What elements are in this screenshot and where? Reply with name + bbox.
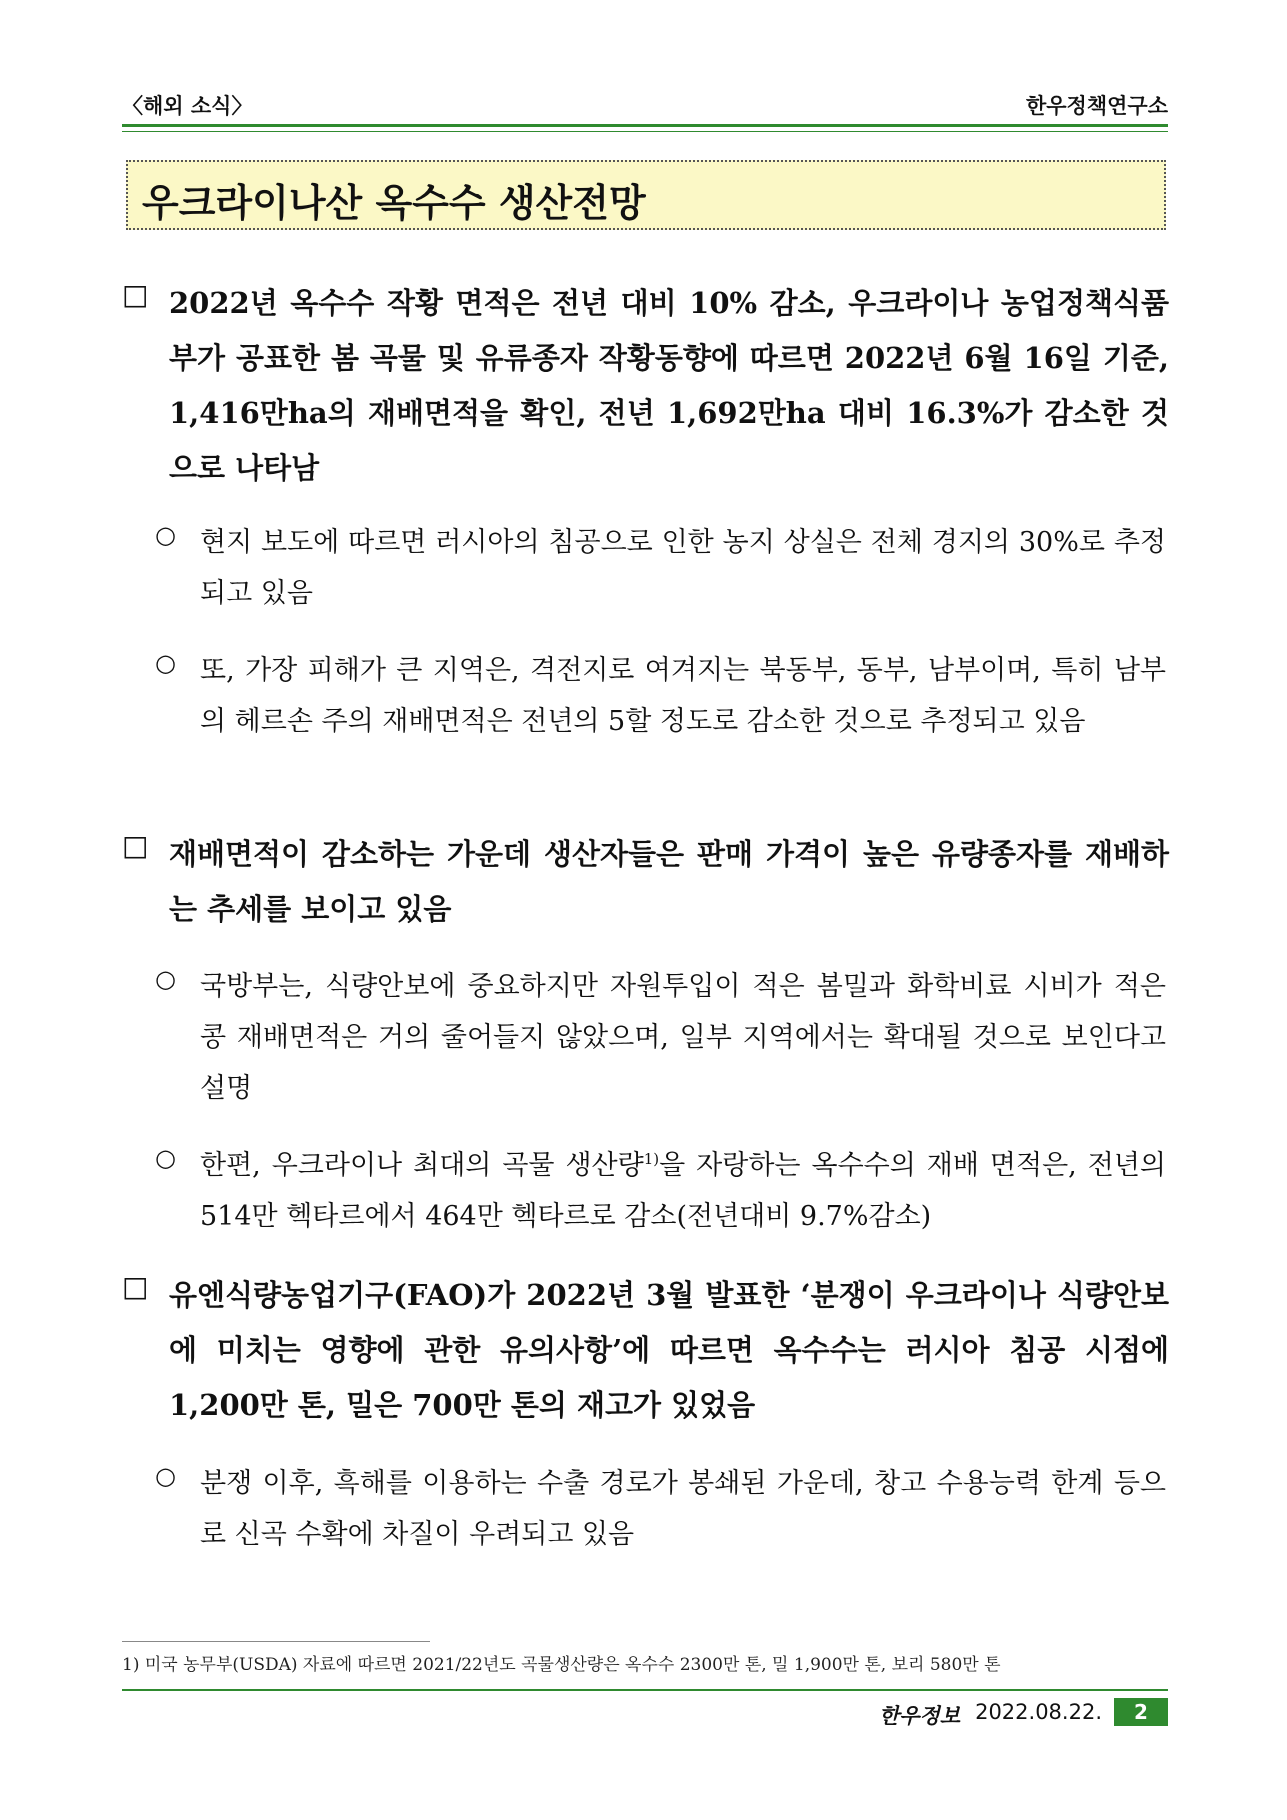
publication-date: 2022.08.22. [975, 1700, 1102, 1724]
checkbox-bullet-icon: □ [122, 1270, 149, 1303]
page-title: 우크라이나산 옥수수 생산전망 [142, 181, 646, 225]
circle-bullet-icon: ○ [155, 521, 176, 549]
page-footer [122, 1698, 1168, 1728]
circle-bullet-icon: ○ [155, 649, 176, 677]
checkbox-bullet-icon: □ [122, 278, 149, 311]
section-2-sub-2-after: 을 자랑하는 옥수수의 재배 면적은, 전년의 514만 헥타르에서 464만 헥타르로 감소(전년대비 9.7%감소) [200, 1150, 1166, 1232]
section-3-sub-1-text: 분쟁 이후, 흑해를 이용하는 수출 경로가 봉쇄된 가운데, 창고 수용능력 한계 등으로 신곡 수확에 차질이 우려되고 있음 [200, 1468, 1166, 1550]
section-2-sub-2-before: 한편, 우크라이나 최대의 곡물 생산량 [200, 1150, 644, 1181]
header-rule-thick [122, 124, 1168, 127]
section-1-sub-1-text: 현지 보도에 따르면 러시아의 침공으로 인한 농지 상실은 전체 경지의 30%로 추정되고 있음 [200, 527, 1166, 609]
section-1-text: 2022년 옥수수 작황 면적은 전년 대비 10% 감소, 우크라이나 농업정책식품부가 공표한 봄 곡물 및 유류종자 작황동향에 따르면 2022년 6월 16일 기준, 1,416만ha의 재배면적을 확인, 전년 1,692만ha 대비 16.3%가 감소한 것으로 나타남 [169, 286, 1169, 485]
page-header [122, 86, 1168, 126]
footer-rule [122, 1689, 1168, 1691]
footnote: 1) 미국 농무부(USDA) 자료에 따르면 2021/22년도 곡물생산량은 옥수수 2300만 톤, 밀 1,900만 톤, 보리 580만 톤 [122, 1655, 1001, 1675]
section-2-sub-1-text: 국방부는, 식량안보에 중요하지만 자원투입이 적은 봄밀과 화학비료 시비가 적은 콩 재배면적은 거의 줄어들지 않았으며, 일부 지역에서는 확대될 것으로 보인다고 설명 [200, 971, 1166, 1104]
section-label: 〈해외 소식〉 [122, 94, 253, 118]
publication-name: 한우정보 [878, 1704, 960, 1728]
footnote-divider [122, 1641, 430, 1642]
section-3-text: 유엔식량농업기구(FAO)가 2022년 3월 발표한 ‘분쟁이 우크라이나 식량안보에 미치는 영향에 관한 유의사항’에 따르면 옥수수는 러시아 침공 시점에 1,200만 톤, 밀은 700만 톤의 재고가 있었음 [169, 1278, 1169, 1422]
section-2-text: 재배면적이 감소하는 가운데 생산자들은 판매 가격이 높은 유량종자를 재배하는 추세를 보이고 있음 [169, 837, 1169, 926]
page-number: 2 [1114, 1698, 1168, 1726]
organization-name: 한우정책연구소 [1025, 94, 1168, 118]
section-1-sub-2-text: 또, 가장 피해가 큰 지역은, 격전지로 여겨지는 북동부, 동부, 남부이며, 특히 남부의 헤르손 주의 재배면적은 전년의 5할 정도로 감소한 것으로 추정되고 있음 [200, 655, 1166, 737]
circle-bullet-icon: ○ [155, 965, 176, 993]
header-rule-thin [122, 131, 1168, 132]
title-box [126, 160, 1166, 230]
section-2-sub-2-text [200, 1140, 1166, 1242]
checkbox-bullet-icon: □ [122, 829, 149, 862]
footnote-ref: 1) [643, 1150, 660, 1168]
circle-bullet-icon: ○ [155, 1462, 176, 1490]
circle-bullet-icon: ○ [155, 1144, 176, 1172]
